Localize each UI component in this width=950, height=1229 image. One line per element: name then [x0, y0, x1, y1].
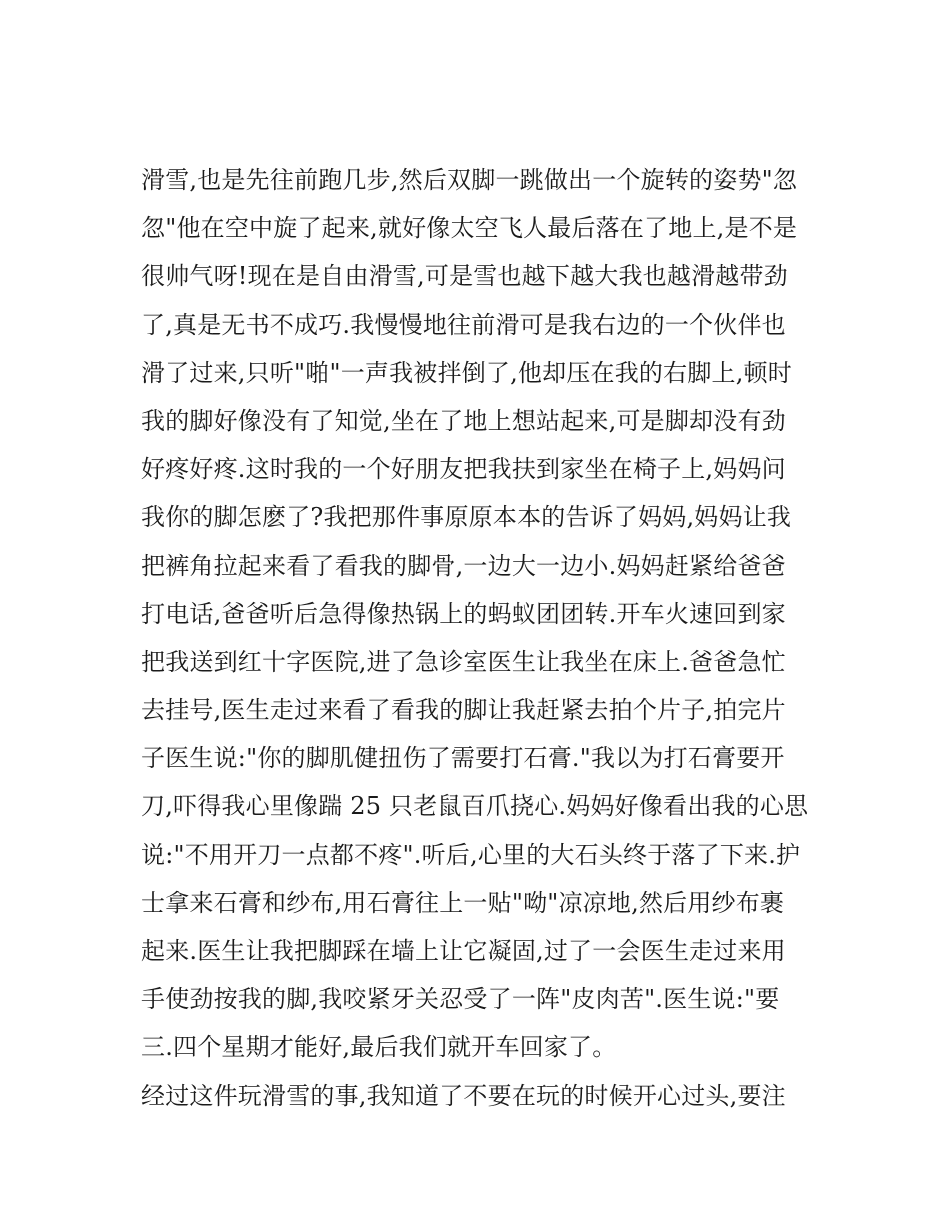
- text-line: 我你的脚怎麽了?我把那件事原原本本的告诉了妈妈,妈妈让我: [141, 503, 792, 532]
- text-line: 手使劲按我的脚,我咬紧牙关忍受了一阵"皮肉苦".医生说:"要: [141, 985, 780, 1014]
- text-line: 把裤角拉起来看了看我的脚骨,一边大一边小.妈妈赶紧给爸爸: [141, 551, 786, 580]
- text-line: 打电话,爸爸听后急得像热锅上的蚂蚁团团转.开车火速回到家: [141, 599, 786, 628]
- text-line: 了,真是无书不成巧.我慢慢地往前滑可是我右边的一个伙伴也: [141, 310, 786, 339]
- text-line: 刀,吓得我心里像踹 25 只老鼠百爪挠心.妈妈好像看出我的心思: [141, 792, 809, 821]
- text-line: 子医生说:"你的脚肌健扭伤了需要打石膏."我以为打石膏要开: [141, 744, 785, 773]
- text-line: 我的脚好像没有了知觉,坐在了地上想站起来,可是脚却没有劲: [141, 406, 786, 435]
- text-line: 把我送到红十字医院,进了急诊室医生让我坐在床上.爸爸急忙: [141, 647, 786, 676]
- text-line: 滑了过来,只听"啪"一声我被拌倒了,他却压在我的右脚上,顿时: [141, 358, 792, 387]
- document-page: [141, 156, 811, 1120]
- text-line: 起来.医生让我把脚踩在墙上让它凝固,过了一会医生走过来用: [141, 937, 786, 965]
- paragraph-2: [141, 1072, 811, 1120]
- paragraph-1: [141, 156, 811, 1072]
- text-line: 很帅气呀!现在是自由滑雪,可是雪也越下越大我也越滑越带劲: [141, 262, 788, 291]
- text-line: 士拿来石膏和纱布,用石膏往上一贴"呦"凉凉地,然后用纱布裹: [141, 888, 785, 917]
- text-line: 三.四个星期才能好,最后我们就开车回家了。: [141, 1033, 617, 1062]
- text-line: 滑雪,也是先往前跑几步,然后双脚一跳做出一个旋转的姿势"忽: [141, 166, 798, 194]
- text-line: 好疼好疼.这时我的一个好朋友把我扶到家坐在椅子上,妈妈问: [141, 455, 786, 484]
- text-line: 经过这件玩滑雪的事,我知道了不要在玩的时候开心过头,要注: [141, 1081, 786, 1110]
- text-line: 忽"他在空中旋了起来,就好像太空飞人最后落在了地上,是不是: [141, 214, 798, 243]
- text-line: 去挂号,医生走过来看了看我的脚让我赶紧去拍个片子,拍完片: [141, 696, 786, 725]
- text-line: 说:"不用开刀一点都不疼".听后,心里的大石头终于落了下来.护: [141, 840, 801, 869]
